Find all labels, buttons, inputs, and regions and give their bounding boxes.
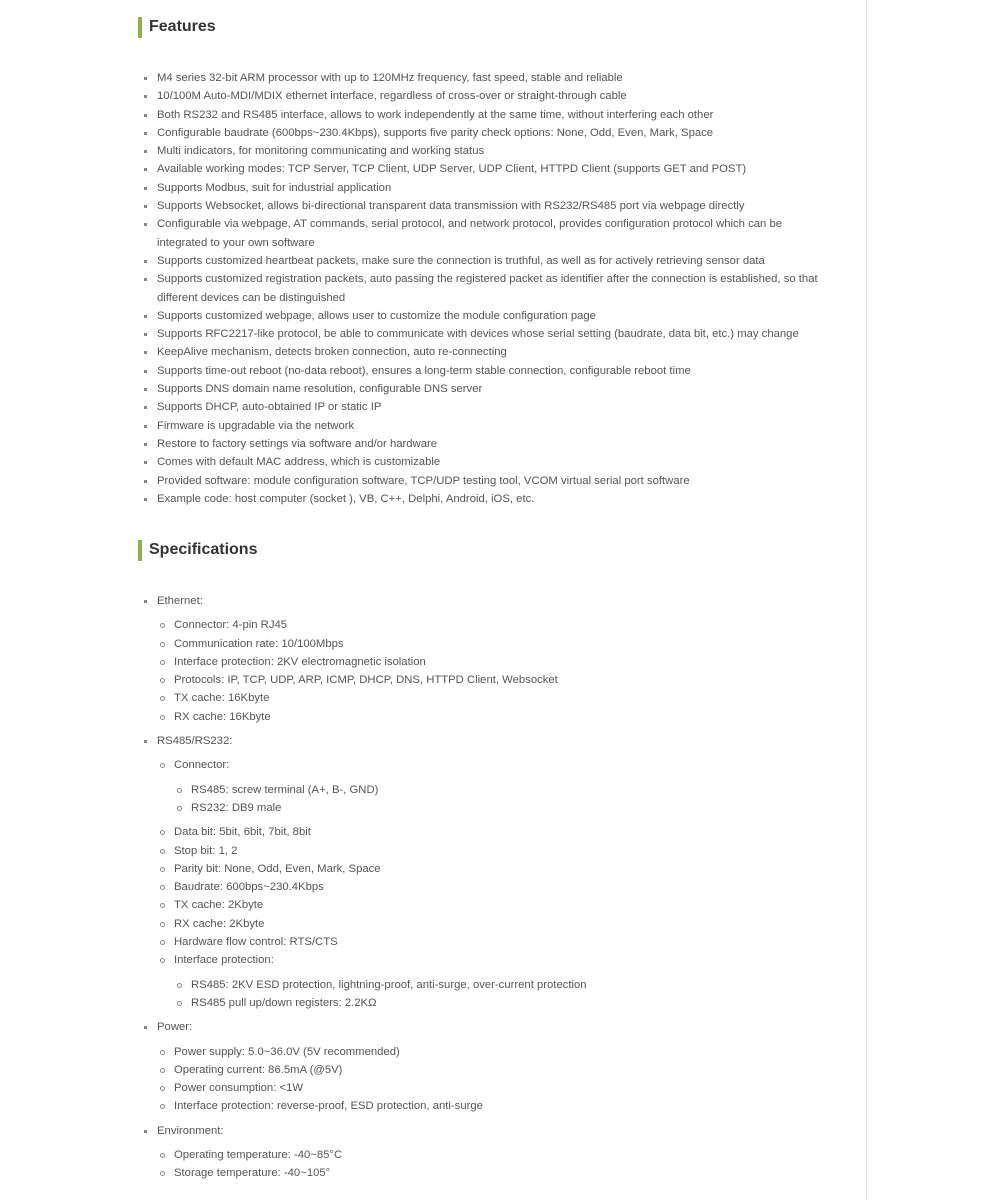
heading-accent-bar <box>138 540 142 561</box>
spec-item: Power supply: 5.0~36.0V (5V recommended) <box>157 1043 828 1061</box>
connector-list <box>174 781 828 818</box>
ethernet-spec-list <box>157 616 828 726</box>
features-title: Features <box>149 18 216 35</box>
spec-sub-label: Interface protection: <box>174 954 274 967</box>
spec-item: Hardware flow control: RTS/CTS <box>157 933 828 951</box>
feature-item: Supports time-out reboot (no-data reboot), ensures a long-term stable connection, configurable reboot time <box>138 362 828 380</box>
feature-item: KeepAlive mechanism, detects broken connection, auto re-connecting <box>138 343 828 361</box>
feature-item: Supports customized webpage, allows user to customize the module configuration page <box>138 307 828 325</box>
feature-item: Comes with default MAC address, which is customizable <box>138 453 828 471</box>
spec-item: Interface protection: 2KV electromagnetic isolation <box>157 653 828 671</box>
feature-item: Supports Modbus, suit for industrial application <box>138 179 828 197</box>
feature-item: Firmware is upgradable via the network <box>138 417 828 435</box>
spec-item: RS485: screw terminal (A+, B-, GND) <box>174 781 828 799</box>
environment-spec-list <box>157 1146 828 1183</box>
spec-item: RX cache: 2Kbyte <box>157 915 828 933</box>
serial-spec-list <box>157 756 828 1012</box>
spec-group-label: Power: <box>157 1021 193 1034</box>
feature-item: Supports Websocket, allows bi-directional transparent data transmission with RS232/RS485 port via webpage directly <box>138 197 828 215</box>
feature-item: Provided software: module configuration software, TCP/UDP testing tool, VCOM virtual serial port software <box>138 472 828 490</box>
spec-group-label: Ethernet: <box>157 595 203 607</box>
feature-item: Available working modes: TCP Server, TCP Client, UDP Server, UDP Client, HTTPD Client (supports GET and POST) <box>138 160 828 178</box>
spec-item: Baudrate: 600bps~230.4Kbps <box>157 878 828 896</box>
spec-item: Connector: 4-pin RJ45 <box>157 616 828 634</box>
feature-item: Supports customized heartbeat packets, make sure the connection is truthful, as well as for actively retrieving sensor data <box>138 252 828 270</box>
feature-item: Restore to factory settings via software and/or hardware <box>138 435 828 453</box>
feature-item: Multi indicators, for monitoring communicating and working status <box>138 142 828 160</box>
spec-item-connector <box>157 756 828 817</box>
spec-item-interface-protection <box>157 951 828 1012</box>
spec-item: Power consumption: <1W <box>157 1079 828 1097</box>
feature-item: Both RS232 and RS485 interface, allows to work independently at the same time, without interfering each other <box>138 106 828 124</box>
right-column-divider <box>866 0 867 1200</box>
feature-item: Supports DNS domain name resolution, configurable DNS server <box>138 380 828 398</box>
spec-item: Interface protection: reverse-proof, ESD protection, anti-surge <box>157 1097 828 1115</box>
feature-item: Supports DHCP, auto-obtained IP or static IP <box>138 398 828 416</box>
spec-item: Protocols: IP, TCP, UDP, ARP, ICMP, DHCP, DNS, HTTPD Client, Websocket <box>157 671 828 689</box>
power-spec-list <box>157 1043 828 1116</box>
spec-group-power <box>138 1018 828 1115</box>
specifications-title: Specifications <box>149 541 258 558</box>
feature-item: M4 series 32-bit ARM processor with up to 120MHz frequency, fast speed, stable and reliable <box>138 69 828 87</box>
protection-list <box>174 976 828 1013</box>
spec-item: Storage temperature: -40~105° <box>157 1164 828 1182</box>
spec-item: RS485: 2KV ESD protection, lightning-proof, anti-surge, over-current protection <box>174 976 828 994</box>
spec-group-label: Environment: <box>157 1124 224 1137</box>
spec-item: Communication rate: 10/100Mbps <box>157 635 828 653</box>
feature-item: Configurable baudrate (600bps~230.4Kbps), supports five parity check options: None, Odd, Even, Mark, Space <box>138 124 828 142</box>
spec-group-ethernet <box>138 592 828 726</box>
spec-item: Parity bit: None, Odd, Even, Mark, Space <box>157 860 828 878</box>
heading-accent-bar <box>138 17 142 38</box>
specifications-list <box>138 592 828 1189</box>
spec-group-serial <box>138 732 828 1012</box>
spec-item: Operating current: 86.5mA (@5V) <box>157 1061 828 1079</box>
feature-item: Configurable via webpage, AT commands, serial protocol, and network protocol, provides configuration protocol which can be integrated to your own software <box>138 215 828 252</box>
spec-item: RS485 pull up/down registers: 2.2KΩ <box>174 994 828 1012</box>
spec-sub-label: Connector: <box>174 759 230 772</box>
spec-group-environment <box>138 1122 828 1183</box>
feature-item: Example code: host computer (socket ), VB, C++, Delphi, Android, iOS, etc. <box>138 490 828 508</box>
spec-item: Operating temperature: -40~85°C <box>157 1146 828 1164</box>
feature-item: Supports RFC2217-like protocol, be able to communicate with devices whose serial setting (baudrate, data bit, etc.) may change <box>138 325 828 343</box>
spec-group-label: RS485/RS232: <box>157 735 233 748</box>
features-heading <box>138 16 216 38</box>
spec-item: TX cache: 16Kbyte <box>157 689 828 707</box>
spec-item: TX cache: 2Kbyte <box>157 896 828 914</box>
spec-item: Data bit: 5bit, 6bit, 7bit, 8bit <box>157 823 828 841</box>
features-list <box>138 69 828 508</box>
spec-item: RS232: DB9 male <box>174 799 828 817</box>
spec-item: RX cache: 16Kbyte <box>157 708 828 726</box>
spec-item: Stop bit: 1, 2 <box>157 842 828 860</box>
feature-item: Supports customized registration packets, auto passing the registered packet as identifier after the connection is established, so that different devices can be distinguished <box>138 270 828 307</box>
feature-item: 10/100M Auto-MDI/MDIX ethernet interface, regardless of cross-over or straight-through cable <box>138 87 828 105</box>
specifications-heading <box>138 539 257 561</box>
